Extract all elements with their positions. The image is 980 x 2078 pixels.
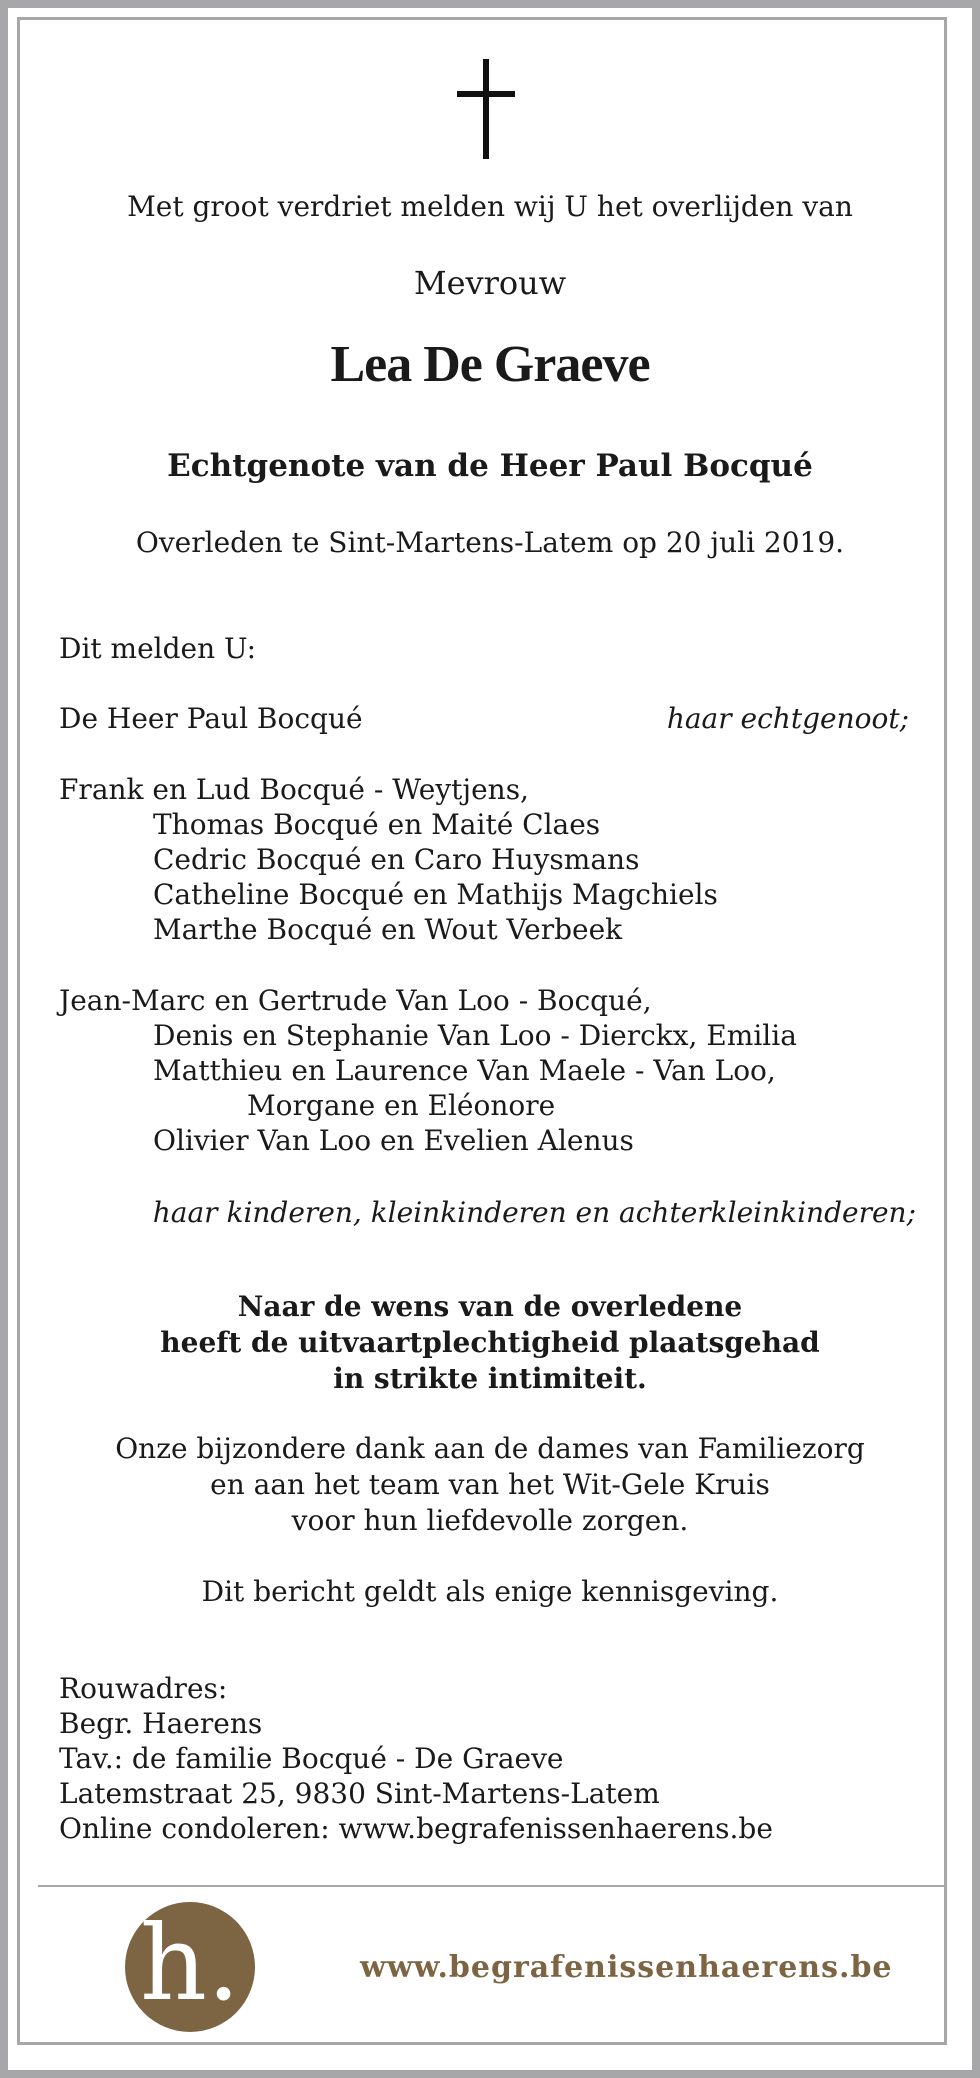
honorific: Mevrouw xyxy=(413,264,567,302)
address-online: Online condoleren: www.begrafenissenhaerens.be xyxy=(59,1812,773,1845)
family2-head: Jean-Marc en Gertrude Van Loo - Bocqué, xyxy=(59,984,652,1017)
address-attn: Tav.: de familie Bocqué - De Graeve xyxy=(59,1742,564,1775)
notice-text: Dit bericht geldt als enige kennisgeving. xyxy=(201,1575,779,1608)
family2-member: Matthieu en Laurence Van Maele - Van Loo, xyxy=(153,1054,776,1087)
address-label: Rouwadres: xyxy=(59,1672,228,1705)
thanks-line: voor hun liefdevolle zorgen. xyxy=(291,1504,689,1537)
announce-label: Dit melden U: xyxy=(59,632,257,665)
family1-member: Thomas Bocqué en Maité Claes xyxy=(153,808,601,841)
intro-text: Met groot verdriet melden wij U het overlijden van xyxy=(127,190,853,223)
wish-line: in strikte intimiteit. xyxy=(333,1362,647,1395)
spouse-line: Echtgenote van de Heer Paul Bocqué xyxy=(167,448,813,484)
family1-member: Catheline Bocqué en Mathijs Magchiels xyxy=(153,878,718,911)
family2-member: Olivier Van Loo en Evelien Alenus xyxy=(153,1124,634,1157)
family1-member: Cedric Bocqué en Caro Huysmans xyxy=(153,843,640,876)
thanks-block xyxy=(0,1431,980,1539)
thanks-line: en aan het team van het Wit-Gele Kruis xyxy=(210,1468,770,1501)
wish-line: heeft de uitvaartplechtigheid plaatsgehad xyxy=(160,1326,820,1359)
family2-member-cont: Morgane en Eléonore xyxy=(247,1089,556,1122)
wish-block xyxy=(0,1289,980,1397)
deceased-line: Overleden te Sint-Martens-Latem op 20 juli 2019. xyxy=(135,526,845,559)
family1-head: Frank en Lud Bocqué - Weytjens, xyxy=(59,773,529,806)
address-company: Begr. Haerens xyxy=(59,1707,263,1740)
cross-icon xyxy=(457,59,517,159)
address-street: Latemstraat 25, 9830 Sint-Martens-Latem xyxy=(59,1777,660,1810)
wish-line: Naar de wens van de overledene xyxy=(237,1290,743,1323)
family2-member: Denis en Stephanie Van Loo - Dierckx, Emilia xyxy=(153,1019,797,1052)
haerens-logo xyxy=(125,1902,255,2032)
website-link[interactable]: www.begrafenissenhaerens.be xyxy=(360,1950,893,1985)
husband-name: De Heer Paul Bocqué xyxy=(59,702,363,735)
relatives-role: haar kinderen, kleinkinderen en achterkleinkinderen; xyxy=(152,1196,916,1229)
thanks-line: Onze bijzondere dank aan de dames van Familiezorg xyxy=(115,1432,865,1465)
husband-role: haar echtgenoot; xyxy=(666,702,909,735)
logo-letter: h. xyxy=(139,1902,241,2024)
deceased-name: Lea De Graeve xyxy=(330,336,650,393)
footer-divider xyxy=(38,1885,944,1887)
family1-member: Marthe Bocqué en Wout Verbeek xyxy=(153,913,623,946)
